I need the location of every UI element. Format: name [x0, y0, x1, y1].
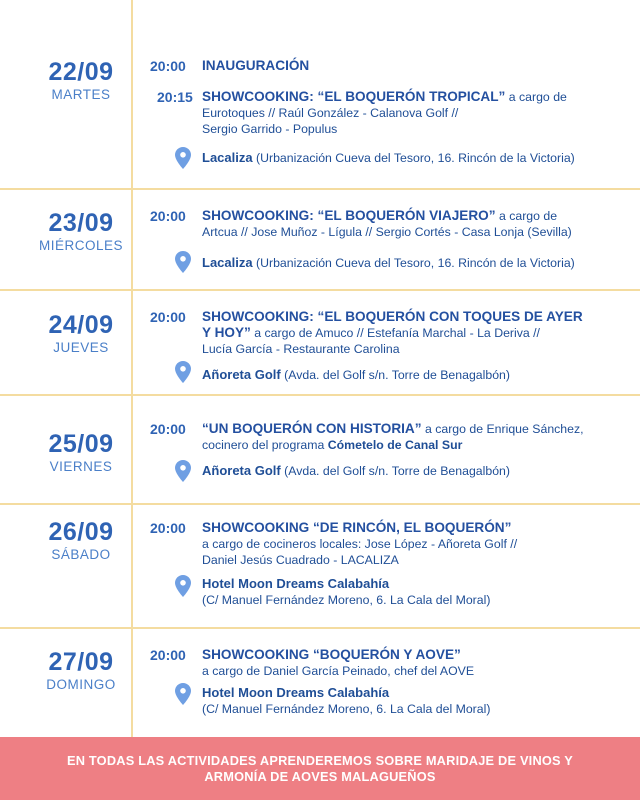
day-24-09	[0, 311, 162, 356]
event-time: 20:00	[150, 309, 186, 325]
event-title-text: SHOWCOOKING: “EL BOQUERÓN CON TOQUES DE AYER	[202, 309, 583, 324]
day-23-09	[0, 209, 162, 254]
event-location	[202, 150, 632, 166]
day-27-09	[0, 648, 162, 693]
map-pin-icon	[175, 361, 191, 383]
event-location	[202, 255, 632, 271]
event-desc-text: Daniel Jesús Cuadrado - LACALIZA	[202, 553, 399, 567]
event-description	[202, 309, 632, 357]
row-divider	[0, 188, 640, 190]
venue-name: Añoreta Golf	[202, 463, 281, 478]
footer-line: EN TODAS LAS ACTIVIDADES APRENDEREMOS SOBRE MARIDAJE DE VINOS Y	[66, 752, 574, 768]
event-time: 20:00	[150, 208, 186, 224]
event-time: 20:00	[150, 520, 186, 536]
event-desc-text: Artcua // Jose Muñoz - Lígula // Sergio Cortés - Casa Lonja (Sevilla)	[202, 225, 572, 239]
day-date: 27/09	[48, 648, 114, 676]
map-pin-icon	[175, 147, 191, 169]
event-title-text: SHOWCOOKING “BOQUERÓN Y AOVE”	[202, 647, 461, 662]
day-date: 25/09	[48, 430, 114, 458]
day-weekday: VIERNES	[49, 459, 113, 474]
event-description	[202, 208, 632, 240]
event-desc-text: a cargo de Amuco // Estefanía Marchal - La Deriva //	[250, 326, 540, 340]
event-desc-text: a cargo de	[495, 209, 558, 223]
map-pin-icon	[175, 251, 191, 273]
map-pin-icon	[175, 683, 191, 705]
footer-text	[40, 753, 600, 785]
footer-line: ARMONÍA DE AOVES MALAGUEÑOS	[204, 768, 436, 784]
day-weekday: SÁBADO	[51, 547, 111, 562]
day-date: 24/09	[48, 311, 114, 339]
event-desc-text: Sergio Garrido - Populus	[202, 122, 338, 136]
event-location	[202, 576, 632, 608]
event-title-text: INAUGURACIÓN	[202, 58, 310, 73]
row-divider	[0, 627, 640, 629]
event-description	[202, 89, 632, 137]
event-title	[202, 58, 632, 74]
venue-name: Hotel Moon Dreams Calabahía	[202, 576, 390, 591]
event-title-text: “UN BOQUERÓN CON HISTORIA”	[202, 421, 422, 436]
day-25-09	[0, 430, 162, 475]
venue-address: (Avda. del Golf s/n. Torre de Benagalbón)	[280, 368, 510, 382]
event-desc-text: a cargo de	[505, 90, 567, 104]
venue-name: Lacaliza	[202, 150, 253, 165]
event-title-text: SHOWCOOKING: “EL BOQUERÓN VIAJERO”	[202, 208, 496, 223]
event-location	[202, 685, 632, 717]
event-description	[202, 421, 632, 453]
day-weekday: JUEVES	[53, 340, 109, 355]
event-title-text: Y HOY”	[202, 325, 251, 340]
venue-address: (C/ Manuel Fernández Moreno, 6. La Cala del Moral)	[202, 593, 491, 607]
event-desc-text: a cargo de Daniel García Peinado, chef del AOVE	[202, 664, 475, 678]
event-desc-bold: Cómetelo de Canal Sur	[327, 438, 463, 452]
venue-address: (Avda. del Golf s/n. Torre de Benagalbón)	[280, 464, 510, 478]
row-divider	[0, 394, 640, 396]
day-weekday: MIÉRCOLES	[38, 238, 124, 253]
event-location	[202, 367, 632, 383]
footer-banner	[0, 737, 640, 800]
event-desc-text: a cargo de cocineros locales: Jose López - Añoreta Golf //	[202, 537, 518, 551]
venue-address: (Urbanización Cueva del Tesoro, 16. Rincón de la Victoria)	[252, 151, 575, 165]
event-time: 20:00	[150, 58, 186, 74]
map-pin-icon	[175, 575, 191, 597]
event-desc-text: a cargo de Enrique Sánchez,	[421, 422, 584, 436]
row-divider	[0, 503, 640, 505]
day-weekday: DOMINGO	[46, 677, 116, 692]
map-pin-icon	[175, 460, 191, 482]
event-time: 20:00	[150, 647, 186, 663]
event-time: 20:00	[150, 421, 186, 437]
day-date: 22/09	[48, 58, 114, 86]
day-26-09	[0, 518, 162, 563]
venue-name: Añoreta Golf	[202, 367, 281, 382]
event-title-text: SHOWCOOKING “DE RINCÓN, EL BOQUERÓN”	[202, 520, 512, 535]
event-desc-text: Lucía García - Restaurante Carolina	[202, 342, 400, 356]
row-divider	[0, 289, 640, 291]
venue-name: Hotel Moon Dreams Calabahía	[202, 685, 390, 700]
venue-name: Lacaliza	[202, 255, 253, 270]
event-time: 20:15	[157, 89, 193, 105]
day-date: 26/09	[48, 518, 114, 546]
venue-address: (Urbanización Cueva del Tesoro, 16. Rincón de la Victoria)	[252, 256, 575, 270]
day-date: 23/09	[48, 209, 114, 237]
day-weekday: MARTES	[51, 87, 111, 102]
event-description	[202, 520, 632, 568]
day-22-09	[0, 58, 162, 103]
event-title-text: SHOWCOOKING: “EL BOQUERÓN TROPICAL”	[202, 89, 506, 104]
event-description	[202, 647, 632, 679]
event-desc-text: cocinero del programa	[202, 438, 328, 452]
event-location	[202, 463, 632, 479]
event-desc-text: Eurotoques // Raúl González - Calanova Golf //	[202, 106, 459, 120]
venue-address: (C/ Manuel Fernández Moreno, 6. La Cala del Moral)	[202, 702, 491, 716]
